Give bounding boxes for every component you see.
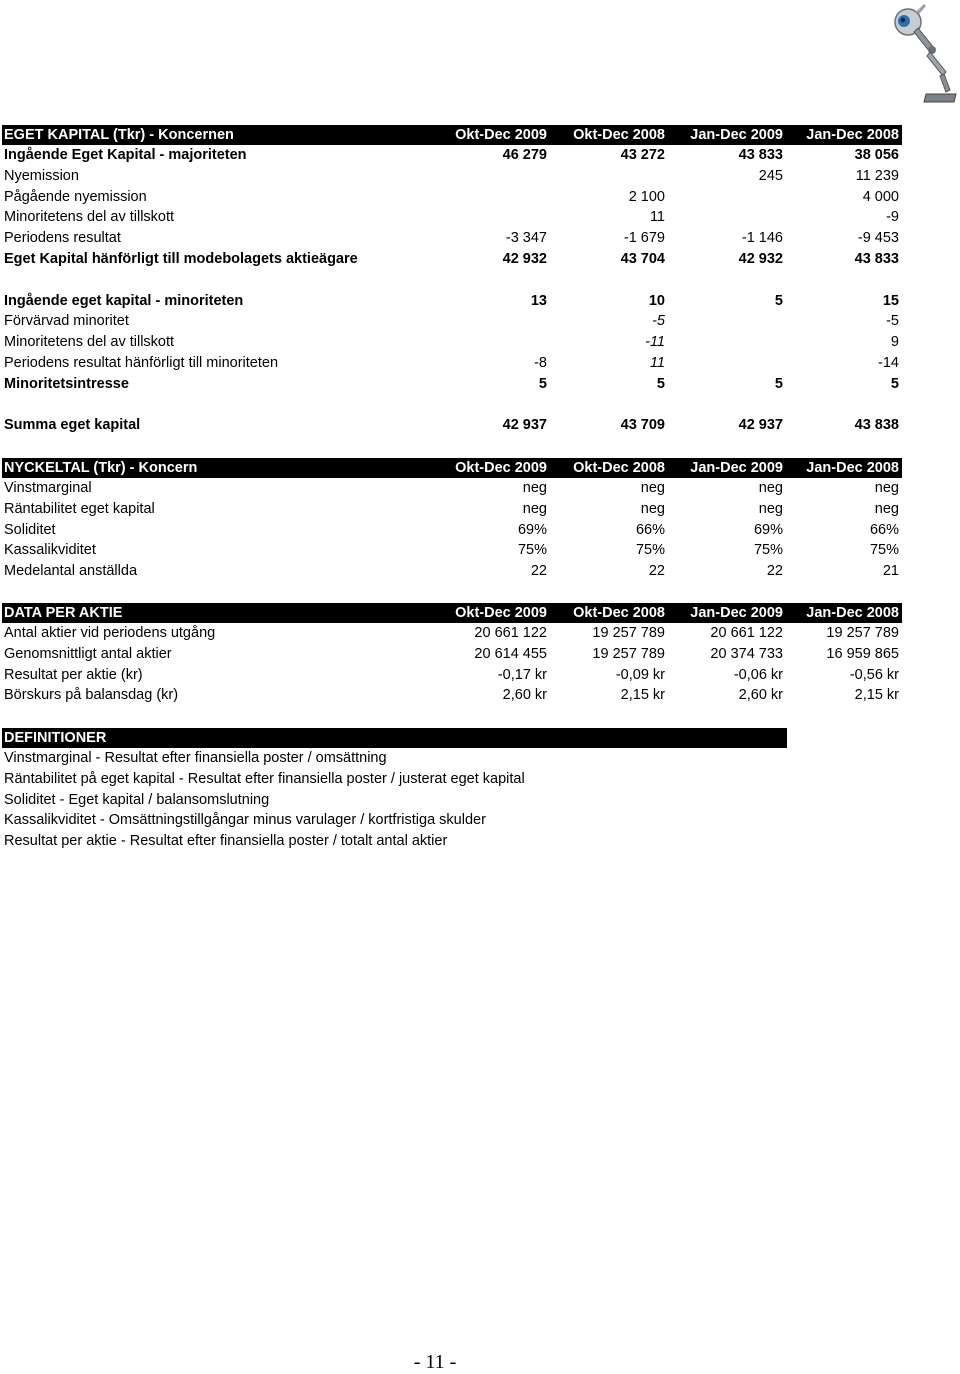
row-value: 75% xyxy=(517,542,547,559)
row-value: 2,60 kr xyxy=(738,687,783,704)
column-header: Jan-Dec 2009 xyxy=(690,127,783,143)
row-value: 66% xyxy=(869,521,899,538)
definitions-section xyxy=(2,728,902,852)
equity-section xyxy=(2,125,902,436)
row-value: 69% xyxy=(753,521,783,538)
row-value: -0,09 kr xyxy=(615,666,665,683)
column-header: Okt-Dec 2009 xyxy=(455,460,547,476)
definition-line: Räntabilitet på eget kapital - Resultat efter finansiella poster / justerat eget kapital xyxy=(4,770,525,787)
table-row xyxy=(2,145,902,166)
table-row xyxy=(2,228,902,249)
table-row xyxy=(2,644,902,665)
row-value: 42 932 xyxy=(738,250,783,267)
keyfigures-section xyxy=(2,458,902,582)
table-row xyxy=(2,478,902,499)
column-header: Okt-Dec 2009 xyxy=(455,605,547,621)
pershare-title: DATA PER AKTIE xyxy=(4,605,123,621)
row-value: 43 272 xyxy=(620,147,665,163)
row-value: neg xyxy=(522,500,547,517)
column-header: Okt-Dec 2008 xyxy=(573,127,665,143)
table-row xyxy=(2,623,902,644)
equity-header xyxy=(2,125,902,145)
row-value: 11 xyxy=(649,354,665,371)
row-value: 66% xyxy=(635,521,665,538)
row-label: Summa eget kapital xyxy=(4,417,141,434)
row-label: Pågående nyemission xyxy=(4,188,147,205)
row-value: 75% xyxy=(753,542,783,559)
definitions-title: DEFINITIONER xyxy=(2,728,787,748)
row-value: 43 833 xyxy=(738,147,783,163)
row-value: 4 000 xyxy=(862,188,899,205)
row-value: neg xyxy=(874,480,899,496)
table-row xyxy=(2,374,902,395)
table-row xyxy=(2,353,902,374)
robot-lamp-logo xyxy=(886,2,958,106)
row-value: -11 xyxy=(645,334,665,351)
definition-line: Kassalikviditet - Omsättningstillgångar minus varulager / kortfristiga skulder xyxy=(4,812,486,829)
row-value: 5 xyxy=(890,375,899,392)
row-value: 2,15 kr xyxy=(854,687,899,704)
row-value: neg xyxy=(874,500,899,517)
row-value: 43 833 xyxy=(854,250,899,267)
page-number: - 11 - xyxy=(413,1351,457,1373)
row-value: 22 xyxy=(766,563,783,580)
row-value: 42 932 xyxy=(502,250,547,267)
row-value: 11 239 xyxy=(855,167,899,184)
row-value: 245 xyxy=(758,167,783,184)
row-value: -8 xyxy=(534,354,547,371)
row-value: 20 374 733 xyxy=(710,645,783,662)
pershare-header xyxy=(2,603,902,623)
row-value: 5 xyxy=(774,375,783,392)
equity-title: EGET KAPITAL (Tkr) - Koncernen xyxy=(4,127,234,143)
row-value: -0,17 kr xyxy=(497,666,547,683)
table-row xyxy=(2,415,902,436)
row-value: 2,60 kr xyxy=(502,687,547,704)
row-value: 75% xyxy=(869,542,899,559)
row-value: 5 xyxy=(538,375,547,392)
row-label: Ingående Eget Kapital - majoriteten xyxy=(4,147,247,163)
row-label: Resultat per aktie (kr) xyxy=(4,666,143,683)
definition-line: Soliditet - Eget kapital / balansomslutning xyxy=(4,791,270,808)
row-value: 15 xyxy=(882,292,899,309)
row-value: neg xyxy=(758,500,783,517)
row-value: -5 xyxy=(652,313,665,330)
row-value: 75% xyxy=(635,542,665,559)
spacer xyxy=(2,270,902,291)
row-value: 43 709 xyxy=(620,417,665,434)
table-row xyxy=(2,311,902,332)
row-value: 5 xyxy=(774,292,783,309)
row-value: 5 xyxy=(656,375,665,392)
row-value: 43 704 xyxy=(620,250,665,267)
row-value: 69% xyxy=(517,521,547,538)
column-header: Jan-Dec 2008 xyxy=(806,127,899,143)
row-value: 21 xyxy=(882,563,899,580)
row-value: 19 257 789 xyxy=(592,625,665,641)
row-value: neg xyxy=(640,480,665,496)
column-header: Jan-Dec 2009 xyxy=(690,460,783,476)
row-label: Soliditet xyxy=(4,521,56,538)
row-label: Minoritetsintresse xyxy=(4,375,129,392)
row-label: Nyemission xyxy=(4,167,79,184)
column-header: Okt-Dec 2008 xyxy=(573,605,665,621)
row-value: -1 679 xyxy=(623,230,665,247)
row-label: Antal aktier vid periodens utgång xyxy=(4,625,216,641)
row-label: Vinstmarginal xyxy=(4,480,92,496)
row-value: 20 661 122 xyxy=(474,625,547,641)
table-row xyxy=(2,207,902,228)
table-row xyxy=(2,561,902,582)
keyfigures-title: NYCKELTAL (Tkr) - Koncern xyxy=(4,460,198,476)
table-row xyxy=(2,520,902,541)
column-header: Jan-Dec 2008 xyxy=(806,605,899,621)
row-label: Ingående eget kapital - minoriteten xyxy=(4,292,244,309)
table-row xyxy=(2,249,902,270)
row-value: neg xyxy=(522,480,547,496)
row-value: 42 937 xyxy=(502,417,547,434)
row-value: neg xyxy=(758,480,783,496)
row-label: Räntabilitet eget kapital xyxy=(4,500,155,517)
row-value: 22 xyxy=(648,563,665,580)
row-label: Medelantal anställda xyxy=(4,563,138,580)
row-value: -9 xyxy=(886,209,899,226)
table-row xyxy=(2,332,902,353)
row-value: -5 xyxy=(886,313,899,330)
row-value: neg xyxy=(640,500,665,517)
row-label: Minoritetens del av tillskott xyxy=(4,209,175,226)
row-value: 42 937 xyxy=(738,417,783,434)
column-header: Jan-Dec 2009 xyxy=(690,605,783,621)
column-header: Okt-Dec 2009 xyxy=(455,127,547,143)
row-label: Minoritetens del av tillskott xyxy=(4,334,175,351)
row-value: -9 453 xyxy=(857,230,899,247)
spacer xyxy=(2,395,902,416)
row-value: 22 xyxy=(530,563,547,580)
row-value: -0,06 kr xyxy=(733,666,783,683)
row-value: 11 xyxy=(649,209,665,226)
row-value: 20 614 455 xyxy=(474,645,547,662)
table-row xyxy=(2,291,902,312)
definition-line: Vinstmarginal - Resultat efter finansiella poster / omsättning xyxy=(4,750,387,766)
row-value: 16 959 865 xyxy=(826,645,899,662)
row-value: 13 xyxy=(530,292,547,309)
table-row xyxy=(2,166,902,187)
row-value: 9 xyxy=(890,334,899,351)
row-value: 10 xyxy=(648,292,665,309)
row-value: 2 100 xyxy=(628,188,665,205)
row-value: -0,56 kr xyxy=(849,666,899,683)
row-label: Periodens resultat xyxy=(4,230,121,247)
row-value: 2,15 kr xyxy=(620,687,665,704)
row-value: 43 838 xyxy=(854,417,899,434)
row-label: Kassalikviditet xyxy=(4,542,96,559)
row-value: 38 056 xyxy=(854,147,899,163)
table-row xyxy=(2,187,902,208)
definition-line: Resultat per aktie - Resultat efter finansiella poster / totalt antal aktier xyxy=(4,833,448,850)
row-value: -1 146 xyxy=(741,230,783,247)
table-row xyxy=(2,685,902,706)
row-value: -14 xyxy=(878,354,899,371)
column-header: Jan-Dec 2008 xyxy=(806,460,899,476)
row-value: 19 257 789 xyxy=(592,645,665,662)
row-label: Periodens resultat hänförligt till minoriteten xyxy=(4,354,279,371)
row-value: -3 347 xyxy=(505,230,547,247)
row-label: Genomsnittligt antal aktier xyxy=(4,645,172,662)
pershare-section xyxy=(2,603,902,706)
row-label: Börskurs på balansdag (kr) xyxy=(4,687,179,704)
row-label: Eget Kapital hänförligt till modebolagets aktieägare xyxy=(4,250,358,267)
row-value: 20 661 122 xyxy=(710,625,783,641)
table-row xyxy=(2,499,902,520)
row-label: Förvärvad minoritet xyxy=(4,313,129,330)
row-value: 46 279 xyxy=(502,147,547,163)
table-row xyxy=(2,665,902,686)
table-row xyxy=(2,540,902,561)
row-value: 19 257 789 xyxy=(826,625,899,641)
keyfigures-header xyxy=(2,458,902,478)
column-header: Okt-Dec 2008 xyxy=(573,460,665,476)
